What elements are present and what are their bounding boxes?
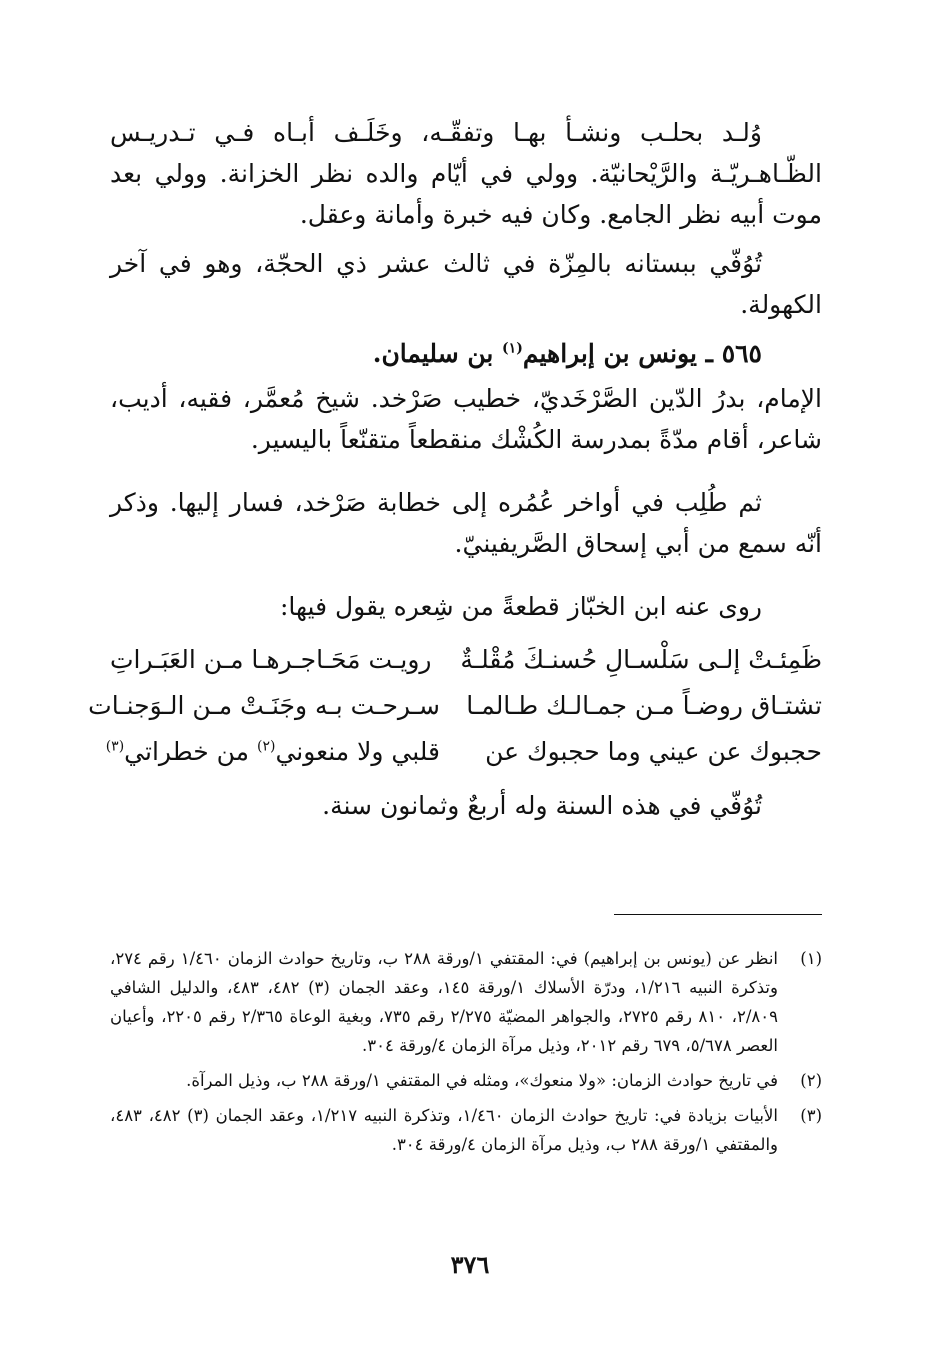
- paragraph-6: تُوُفّي في هذه السنة وله أربعٌ وثمانون سنة.: [322, 791, 762, 820]
- entry-name-part-2: بن سليمان.: [372, 339, 494, 368]
- paragraph-1: وُلـد بحلـب ونشـأ بهـا وتفقّـه، وخَلَـف أبـاه فـي تـدريـس الظّـاهـريّـة والرَّيْحانيّة. وولي في أيّام والده نظر الخزانة. وولي بعد موت أبيه نظر الجامع. وكان فيه خبرة وأمانة وعقل.: [110, 118, 822, 229]
- verse-1-first-hemistich: ظَمِئـتْ إلـى سَلْسـالِ حُسنـكَ مُقْلـةٌ: [460, 645, 822, 674]
- paragraph-2: تُوُفّي ببستانه بالمِزّة في ثالث عشر ذي الحجّة، وهو في آخر الكهولة.: [110, 249, 822, 319]
- verse-2-second-hemistich: سـرحـت بـه وجَنَـتْ مـن الـوَجنـات: [88, 691, 440, 720]
- entry-dash: ـ: [705, 339, 713, 368]
- footnote-marker-3[interactable]: (٣): [105, 738, 125, 755]
- footnote-3: [110, 1101, 822, 1159]
- verse-3-second-hemistich: [105, 729, 440, 775]
- footnote-number: (٢): [800, 1071, 822, 1090]
- footnote-separator: [614, 914, 822, 915]
- poem: [88, 637, 822, 775]
- verse-3-text-b: من خطراتي: [124, 737, 250, 766]
- entry-heading: [110, 333, 822, 374]
- verse-3-first-hemistich: حجبوك عن عيني وما حجبوك عن: [485, 737, 822, 766]
- footnote-number: (٣): [800, 1106, 822, 1125]
- footnote-text: انظر عن (يونس بن إبراهيم) في: المقتفي ١/ورقة ٢٨٨ ب، وتاريخ حوادث الزمان ١/٤٦٠ رقم ٢٧٤، وتذكرة النبيه ١/٢١٦، ودرّة الأسلاك ١/ورقة ١٤٥، وعقد الجمان (٣) ٤٨٢، ٤٨٣، والدليل الشافي ٢/٨٠٩، ٨١٠ رقم ٢٧٢٥، والجواهر المضيّة ٢/٢٧٥ رقم ٧٣٥، وبغية الوعاة ٢/٣٦٥ رقم ٢٢٠٥، وأعيان العصر ٥/٦٧٨، ٦٧٩ رقم ٢٠١٢، وذيل مرآة الزمان ٤/ورقة ٣٠٤.: [110, 949, 779, 1055]
- paragraph-3: الإمام، بدرُ الدّين الصَّرْخَديّ، خطيب صَرْخد. شيخ مُعمَّر، فقيه، أديب، شاعر، أقام مدّةً بمدرسة الكُشْك منقطعاً متقنّعاً باليسير.: [110, 384, 822, 454]
- page-number: ٣٧٦: [450, 1250, 490, 1279]
- entry-name-part-1: يونس بن إبراهيم: [522, 339, 697, 368]
- verse-1: [110, 637, 822, 683]
- verse-2: [88, 683, 822, 729]
- footnotes: [110, 944, 822, 1165]
- footnote-number: (١): [800, 949, 822, 968]
- verse-3: [105, 729, 822, 775]
- footnote-marker-2[interactable]: (٢): [256, 738, 276, 755]
- footnote-2: [110, 1066, 822, 1095]
- verse-2-first-hemistich: تشتـاق روضـاً مـن جمـالـك طـالمـا: [466, 691, 822, 720]
- paragraph-4: ثم طُلِب في أواخر عُمُره إلى خطابة صَرْخد، فسار إليها. وذكر أنّه سمع من أبي إسحاق الصَّريفينيّ.: [110, 488, 822, 558]
- footnote-text: الأبيات بزيادة في: تاريخ حوادث الزمان ١/٤٦٠، وتذكرة النبيه ١/٢١٧، وعقد الجمان (٣) ٤٨٢، ٤٨٣، والمقتفي ١/ورقة ٢٨٨ ب، وذيل مرآة الزمان ٤/ورقة ٣٠٤.: [110, 1106, 779, 1154]
- footnote-marker-1[interactable]: (١): [502, 340, 523, 357]
- entry-number: ٥٦٥: [721, 339, 762, 368]
- footnote-1: [110, 944, 822, 1060]
- verse-1-second-hemistich: رويـت مَحَـاجـرهـا مـن العَبَـراتِ: [110, 645, 432, 674]
- verse-3-text-a: قلبي ولا منعوني: [275, 737, 440, 766]
- main-text: [88, 112, 822, 834]
- paragraph-5: روى عنه ابن الخبّاز قطعةً من شِعره يقول فيها:: [279, 592, 762, 621]
- footnote-text: في تاريخ حوادث الزمان: «ولا منعوك»، ومثله في المقتفي ١/ورقة ٢٨٨ ب، وذيل المرآة.: [186, 1071, 778, 1090]
